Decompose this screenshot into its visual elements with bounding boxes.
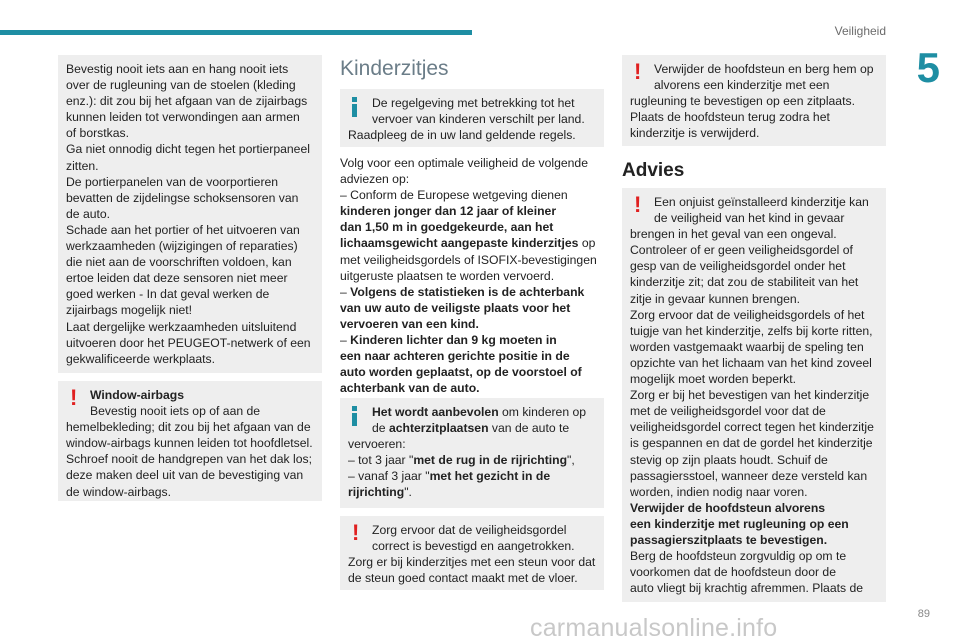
info-bold: rijrichting bbox=[348, 485, 405, 500]
window-airbags-line: Bevestig nooit iets op of aan de bbox=[90, 404, 261, 419]
airbag-notice-line: Ga niet onnodig dicht tegen het portierpaneel bbox=[66, 142, 310, 157]
warning-line: rugleuning te bevestigen op een zitplaats. bbox=[630, 94, 855, 109]
regulation-line: De regelgeving met betrekking tot het bbox=[372, 96, 575, 110]
info-bold: achterzitplaatsen bbox=[388, 421, 489, 436]
warning-line: Plaats de hoofdsteun terug zodra het bbox=[630, 110, 830, 125]
advice-line: tuigje van het kinderzitje, zelfs bij korte ritten, bbox=[630, 323, 873, 338]
warning-line: de steun goed contact maakt met de vloer. bbox=[348, 571, 578, 586]
advice-line: stevig op zijn plaats houdt. Schuif de bbox=[630, 452, 828, 467]
seatbelt-warning-box bbox=[340, 516, 604, 590]
advice-line: Een onjuist geïnstalleerd kinderzitje kan bbox=[654, 195, 869, 209]
advice-line: veiligheidsgordel correct tegen het kinderzitje bbox=[630, 420, 874, 435]
body-line-bold: lichaamsgewicht aangepaste kinderzitjes bbox=[340, 236, 579, 251]
rear-seat-info-box bbox=[340, 398, 604, 508]
warning-line: alvorens een kinderzitje met een bbox=[654, 78, 830, 93]
advice-line: Zorg er bij het bevestigen van het kinderzitje bbox=[630, 388, 870, 403]
page-number: 89 bbox=[917, 608, 930, 620]
airbag-notice-line: Laat dergelijke werkzaamheden uitsluitend bbox=[66, 319, 297, 334]
advice-line: worden vastgemaakt waarbij de speling ten bbox=[630, 339, 864, 354]
airbag-notice-line: over de rugleuning van de stoelen (kleding bbox=[66, 78, 296, 93]
advice-line: voorkomen dat de hoofdsteun door de bbox=[630, 565, 836, 580]
airbag-notice-line: uitvoeren door het PEUGEOT-netwerk of een bbox=[66, 335, 311, 350]
warning-line: Zorg er bij kinderzitjes met een steun voor dat bbox=[348, 555, 596, 570]
airbag-notice-line: of borstkas. bbox=[66, 126, 129, 141]
info-text: ", bbox=[567, 453, 575, 468]
info-icon bbox=[352, 97, 358, 117]
dash: – bbox=[340, 333, 351, 348]
advice-line: met de veiligheidsgordel voor dat de bbox=[630, 404, 826, 419]
window-airbags-title: Window-airbags bbox=[90, 388, 185, 402]
info-text: vervoeren: bbox=[348, 437, 406, 452]
body-line: – Conform de Europese wetgeving dienen bbox=[340, 188, 568, 203]
airbag-notice-line: zijairbags mogelijk niet! bbox=[66, 303, 192, 318]
advice-line-bold: passagierszitplaats te bevestigen. bbox=[630, 532, 828, 547]
body-line-bold: van uw auto de veiligste plaats voor het bbox=[340, 300, 571, 315]
advice-line: Zorg ervoor dat de veiligheidsgordels of het bbox=[630, 307, 865, 322]
body-line: met veiligheidsgordels of ISOFIX-bevestigingen bbox=[340, 252, 597, 267]
warning-line: Verwijder de hoofdsteun en berg hem op bbox=[654, 62, 874, 76]
airbag-notice-line: enz.): dit zou bij het afgaan van de zijairbags bbox=[66, 94, 308, 109]
airbag-notice-text bbox=[66, 61, 314, 367]
advice-line: kinderzitje zit; dat zou de stabiliteit van het bbox=[630, 275, 859, 290]
window-airbags-line: de window-airbags. bbox=[66, 484, 172, 499]
heading-kinderzitjes: Kinderzitjes bbox=[340, 57, 449, 80]
warning-icon: ! bbox=[70, 385, 78, 410]
body-line-bold: Kinderen lichter dan 9 kg moeten in bbox=[350, 333, 557, 348]
section-title: Veiligheid bbox=[834, 24, 886, 38]
header-accent-bar bbox=[0, 30, 472, 35]
airbag-notice-line: gekwalificeerde werkplaats. bbox=[66, 351, 216, 366]
window-airbags-warning-box bbox=[58, 381, 322, 501]
info-text: van de auto te bbox=[488, 421, 570, 436]
airbag-notice-line: die niet aan de voorschriften voldoen, kan bbox=[66, 255, 292, 270]
warning-icon: ! bbox=[634, 192, 642, 217]
watermark: carmanualsonline.info bbox=[530, 614, 778, 640]
advice-line: Controleer of er geen veiligheidsgordel of bbox=[630, 243, 853, 258]
body-line: uitgeruste plaatsen te worden vervoerd. bbox=[340, 268, 555, 283]
airbag-notice-line: ertoe leiden dat deze sensoren niet meer bbox=[66, 271, 288, 286]
chapter-number: 5 bbox=[916, 44, 940, 91]
dash: – bbox=[340, 284, 351, 299]
child-seat-advice-text bbox=[340, 155, 604, 396]
headrest-warning-box bbox=[622, 55, 886, 146]
body-line-bold: een naar achteren gerichte positie in de bbox=[340, 349, 570, 364]
info-text: om kinderen op bbox=[498, 405, 587, 419]
body-line-bold: auto worden geplaatst, op de voorstoel of bbox=[340, 365, 582, 380]
airbag-notice-line: bevatten de zijdelingse schoksensoren van bbox=[66, 190, 299, 205]
body-line: adviezen op: bbox=[340, 172, 410, 187]
airbag-notice-line: Schade aan het portier of het uitvoeren van bbox=[66, 222, 300, 237]
advice-line: gesp van de veiligheidsgordel onder het bbox=[630, 259, 846, 274]
airbag-notice-line: De portierpanelen van de voorportieren bbox=[66, 174, 279, 189]
warning-line: kinderzitje is verwijderd. bbox=[630, 126, 760, 141]
advice-line: de veiligheid van het kind in gevaar bbox=[654, 211, 845, 226]
info-text: – vanaf 3 jaar " bbox=[348, 469, 430, 484]
advice-line: opzichte van het lichaam van het kind zoveel bbox=[630, 355, 872, 370]
airbag-notice-line: Bevestig nooit iets aan en hang nooit iets bbox=[66, 62, 289, 76]
body-line-bold: dan 1,50 m in goedgekeurde, aan het bbox=[340, 220, 554, 235]
warning-icon: ! bbox=[634, 59, 642, 84]
advice-line: zitje in gevaar kunnen brengen. bbox=[630, 291, 801, 306]
heading-advies: Advies bbox=[622, 160, 685, 181]
window-airbags-line: Schroef nooit de handgrepen van het dak los; bbox=[66, 452, 312, 467]
advice-line-bold: een kinderzitje met rugleuning op een bbox=[630, 516, 849, 531]
regulation-line: vervoer van kinderen verschilt per land. bbox=[372, 112, 585, 127]
advice-line-bold: Verwijder de hoofdsteun alvorens bbox=[630, 500, 826, 515]
advice-line: brengen in het geval van een ongeval. bbox=[630, 227, 837, 242]
window-airbags-line: deze maken deel uit van de bevestiging van bbox=[66, 468, 304, 483]
info-bold: met het gezicht in de bbox=[429, 469, 551, 484]
info-text: – tot 3 jaar " bbox=[348, 453, 414, 468]
advice-line: passagiersstoel, wanneer deze versteld kan bbox=[630, 468, 868, 483]
body-line-bold: vervoeren van een kind. bbox=[340, 316, 479, 331]
regulation-info-box bbox=[340, 89, 604, 147]
airbag-notice-box bbox=[58, 55, 322, 373]
advice-line: mogelijk moet worden beperkt. bbox=[630, 372, 796, 387]
advice-warning-box bbox=[622, 188, 886, 602]
info-text: de bbox=[372, 421, 389, 436]
window-airbags-line: window-airbags kunnen leiden tot hoofdletsel. bbox=[66, 436, 313, 451]
warning-line: correct is bevestigd en aangetrokken. bbox=[372, 539, 575, 554]
warning-line: Zorg ervoor dat de veiligheidsgordel bbox=[372, 523, 567, 537]
info-icon bbox=[352, 406, 358, 426]
advice-line: Berg de hoofdsteun zorgvuldig op om te bbox=[630, 549, 847, 564]
warning-icon: ! bbox=[352, 520, 360, 545]
regulation-line: Raadpleeg de in uw land geldende regels. bbox=[348, 128, 576, 143]
airbag-notice-line: zitten. bbox=[66, 158, 99, 173]
airbag-notice-line: goed werken - In dat geval werken de bbox=[66, 287, 270, 302]
body-line: Volg voor een optimale veiligheid de volgende bbox=[340, 156, 588, 170]
body-line: op bbox=[578, 236, 596, 251]
advice-line: worden, indien nodig naar voren. bbox=[630, 484, 808, 499]
airbag-notice-line: werkzaamheden (wijzigingen of reparaties) bbox=[66, 239, 298, 254]
window-airbags-line: hemelbekleding; dit zou bij het afgaan van de bbox=[66, 420, 311, 435]
body-line-bold: Volgens de statistieken is de achterbank bbox=[350, 284, 585, 299]
body-line-bold: achterbank van de auto. bbox=[340, 381, 480, 396]
info-bold: met de rug in de rijrichting bbox=[413, 453, 568, 468]
airbag-notice-line: de auto. bbox=[66, 206, 111, 221]
info-text: ". bbox=[404, 485, 412, 500]
advice-line: is gespannen en dat de gordel het kinderzitje bbox=[630, 436, 873, 451]
body-line-bold: kinderen jonger dan 12 jaar of kleiner bbox=[340, 204, 557, 219]
airbag-notice-line: kunnen leiden tot verwondingen aan armen bbox=[66, 110, 300, 125]
info-bold: Het wordt aanbevolen bbox=[372, 405, 499, 419]
advice-line: auto vliegt bij krachtig afremmen. Plaats de bbox=[630, 581, 864, 596]
